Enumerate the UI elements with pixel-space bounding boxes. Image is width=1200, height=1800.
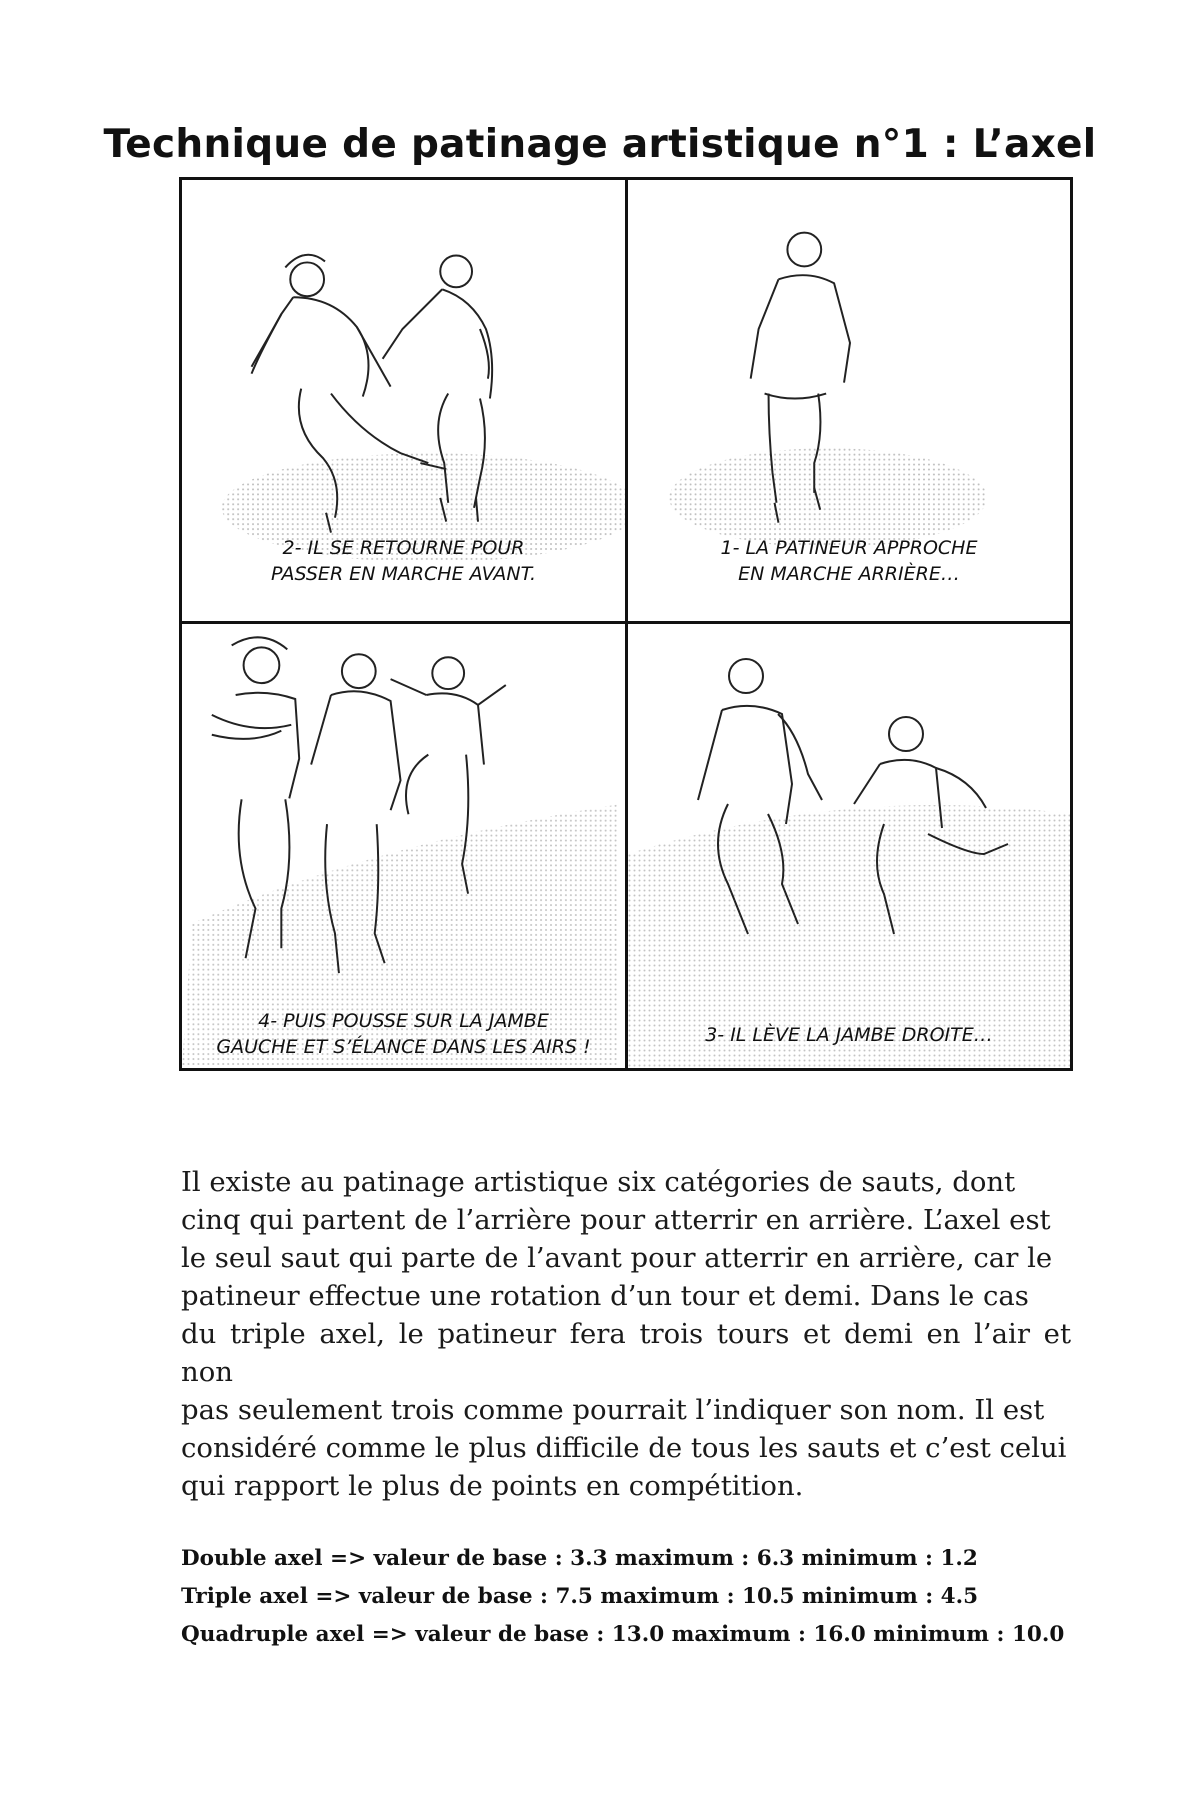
- panel-caption: [182, 1008, 625, 1060]
- comic-grid: [179, 177, 1073, 1071]
- quadruple-axel-values: Quadruple axel => valeur de base : 13.0 maximum : 16.0 minimum : 10.0: [181, 1622, 1065, 1647]
- panel-step-1: [628, 180, 1070, 624]
- body-line: patineur effectue une rotation d’un tour et demi. Dans le cas: [181, 1280, 1029, 1312]
- caption-line: 2- IL SE RETOURNE POUR: [282, 537, 525, 559]
- panel-illustration: [182, 624, 625, 1068]
- caption-line: GAUCHE ET S’ÉLANCE DANS LES AIRS !: [216, 1036, 591, 1058]
- panel-step-2: [182, 180, 628, 624]
- caption-line: PASSER EN MARCHE AVANT.: [270, 563, 536, 585]
- body-line: considéré comme le plus difficile de tous les sauts et c’est celui: [181, 1432, 1067, 1464]
- body-line: cinq qui partent de l’arrière pour atterrir en arrière. L’axel est: [181, 1204, 1051, 1236]
- panel-illustration: [628, 624, 1070, 1068]
- body-line: pas seulement trois comme pourrait l’indiquer son nom. Il est: [181, 1394, 1045, 1426]
- panel-caption: [182, 535, 625, 587]
- body-line: Il existe au patinage artistique six catégories de sauts, dont: [181, 1166, 1016, 1198]
- double-axel-values: Double axel => valeur de base : 3.3 maximum : 6.3 minimum : 1.2: [181, 1546, 978, 1571]
- page-title: Technique de patinage artistique n°1 : L’axel: [103, 122, 1097, 167]
- panel-step-3: [628, 624, 1070, 1068]
- caption-line: EN MARCHE ARRIÈRE…: [738, 563, 960, 585]
- caption-line: 4- PUIS POUSSE SUR LA JAMBE: [258, 1010, 549, 1032]
- caption-line: 3- IL LÈVE LA JAMBE DROITE…: [705, 1024, 993, 1046]
- body-line: le seul saut qui parte de l’avant pour atterrir en arrière, car le: [181, 1242, 1053, 1274]
- panel-caption: [628, 1022, 1070, 1048]
- triple-axel-values: Triple axel => valeur de base : 7.5 maximum : 10.5 minimum : 4.5: [181, 1584, 979, 1609]
- axel-values-list: [181, 1540, 1081, 1654]
- body-paragraph: [181, 1163, 1071, 1505]
- caption-line: 1- LA PATINEUR APPROCHE: [720, 537, 978, 559]
- body-line: du triple axel, le patineur fera trois tours et demi en l’air et non: [181, 1318, 1071, 1388]
- body-line: qui rapport le plus de points en compétition.: [181, 1470, 804, 1502]
- panel-caption: [628, 535, 1070, 587]
- panel-step-4: [182, 624, 628, 1068]
